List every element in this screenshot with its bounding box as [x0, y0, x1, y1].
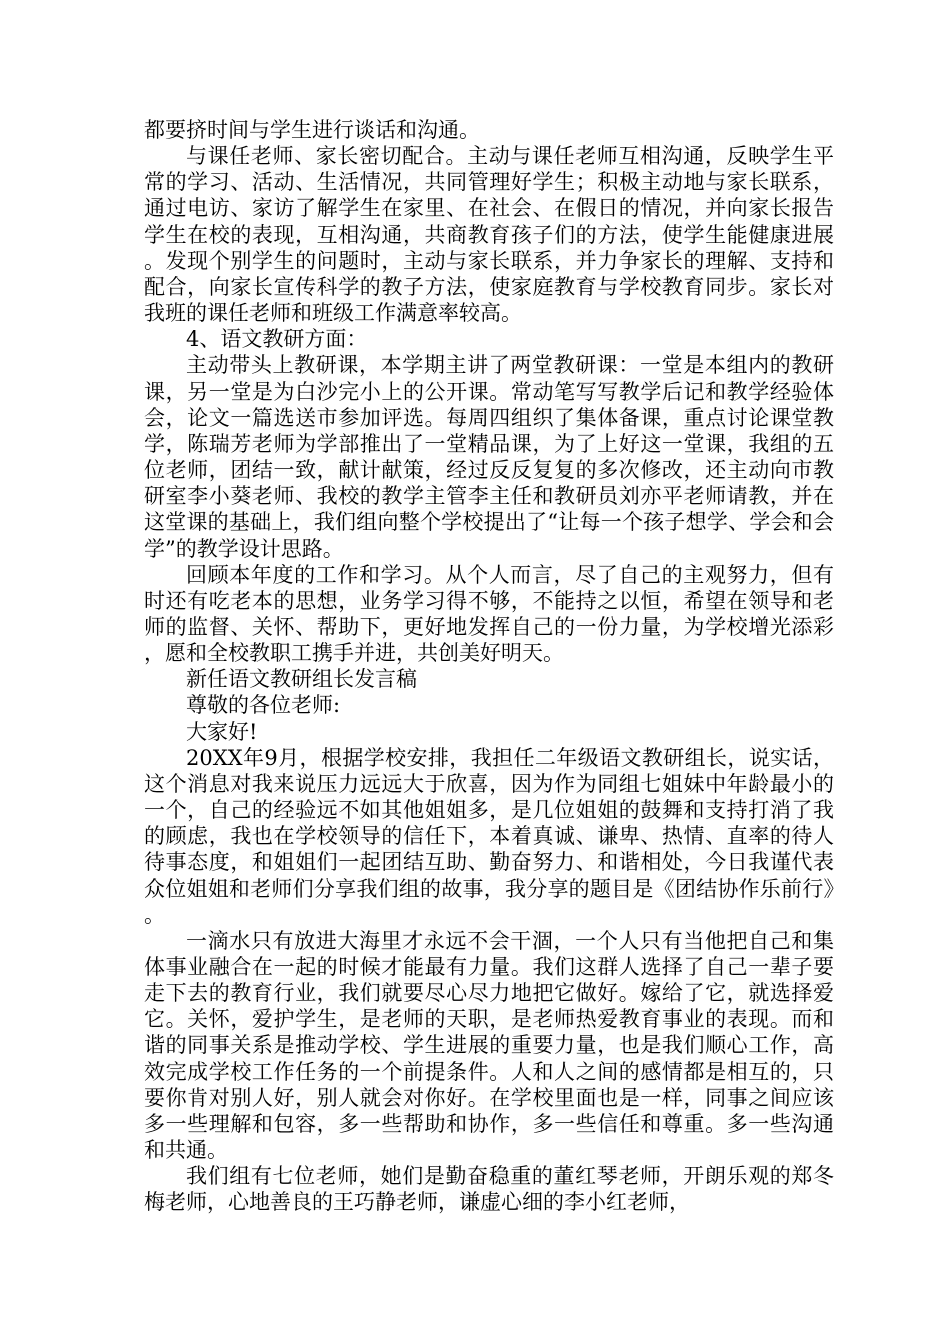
- paragraph-3: 主动带头上教研课，本学期主讲了两堂教研课：一堂是本组内的教研课，另一堂是为白沙完小上的公开课。常动笔写写教学后记和教学经验体会，论文一篇选送市参加评选。每周四组织了集体备课，重点讨论课堂教学，陈瑞芳老师为学部推出了一堂精品课，为了上好这一堂课，我组的五位老师，团结一致，献计献策，经过反反复复的多次修改，还主动向市教研室李小葵老师、我校的教学主管李主任和教研员刘亦平老师请教，并在这堂课的基础上，我们组向整个学校提出了“让每一个孩子想学、学会和会学”的教学设计思路。: [144, 353, 834, 561]
- paragraph-5: 20XX年9月，根据学校安排，我担任二年级语文教研组长，说实话，这个消息对我来说压力远远大于欣喜，因为作为同组七姐妹中年龄最小的一个，自己的经验远不如其他姐姐多，是几位姐姐的鼓舞和支持打消了我的顾虑，我也在学校领导的信任下，本着真诚、谦卑、热情、直率的待人待事态度，和姐姐们一起团结互助、勤奋努力、和谐相处，今日我谨代表众位姐姐和老师们分享我们组的故事，我分享的题目是《团结协作乐前行》。: [144, 745, 834, 927]
- greeting: 大家好!: [186, 719, 258, 744]
- section-heading-4: 4、语文教研方面：: [186, 327, 368, 352]
- document-body: [144, 117, 834, 1216]
- salutation: 尊敬的各位老师:: [186, 693, 341, 718]
- paragraph-2: 与课任老师、家长密切配合。主动与课任老师互相沟通，反映学生平常的学习、活动、生活情况，共同管理好学生；积极主动地与家长联系，通过电访、家访了解学生在家里、在社会、在假日的情况，并向家长报告学生在校的表现，互相沟通，共商教育孩子们的方法，使学生能健康进展。发现个别学生的问题时，主动与家长联系，并力争家长的理解、支持和配合，向家长宣传科学的教子方法，使家庭教育与学校教育同步。家长对我班的课任老师和班级工作满意率较高。: [144, 144, 834, 326]
- speech-title: 新任语文教研组长发言稿: [186, 667, 417, 692]
- paragraph-6: 一滴水只有放进大海里才永远不会干涸，一个人只有当他把自己和集体事业融合在一起的时候才能最有力量。我们这群人选择了自己一辈子要走下去的教育行业，我们就要尽心尽力地把它做好。嫁给了它，就选择爱它。关怀，爱护学生，是老师的天职，是老师热爱教育事业的表现。而和谐的同事关系是推动学校、学生进展的重要力量，也是我们顺心工作，高效完成学校工作任务的一个前提条件。人和人之间的感情都是相互的，只要你肯对别人好，别人就会对你好。在学校里面也是一样，同事之间应该多一些理解和包容，多一些帮助和协作，多一些信任和尊重。多一些沟通和共通。: [144, 928, 834, 1163]
- paragraph-1: 都要挤时间与学生进行谈话和沟通。: [144, 118, 480, 142]
- paragraph-7: 我们组有七位老师，她们是勤奋稳重的董红琴老师，开朗乐观的郑冬梅老师，心地善良的王巧静老师，谦虚心细的李小红老师，: [144, 1164, 834, 1215]
- paragraph-4: 回顾本年度的工作和学习。从个人而言，尽了自己的主观努力，但有时还有吃老本的思想，业务学习得不够，不能持之以恒，希望在领导和老师的监督、关怀、帮助下，更好地发挥自己的一份力量，为学校增光添彩，愿和全校教职工携手并进，共创美好明天。: [144, 562, 834, 666]
